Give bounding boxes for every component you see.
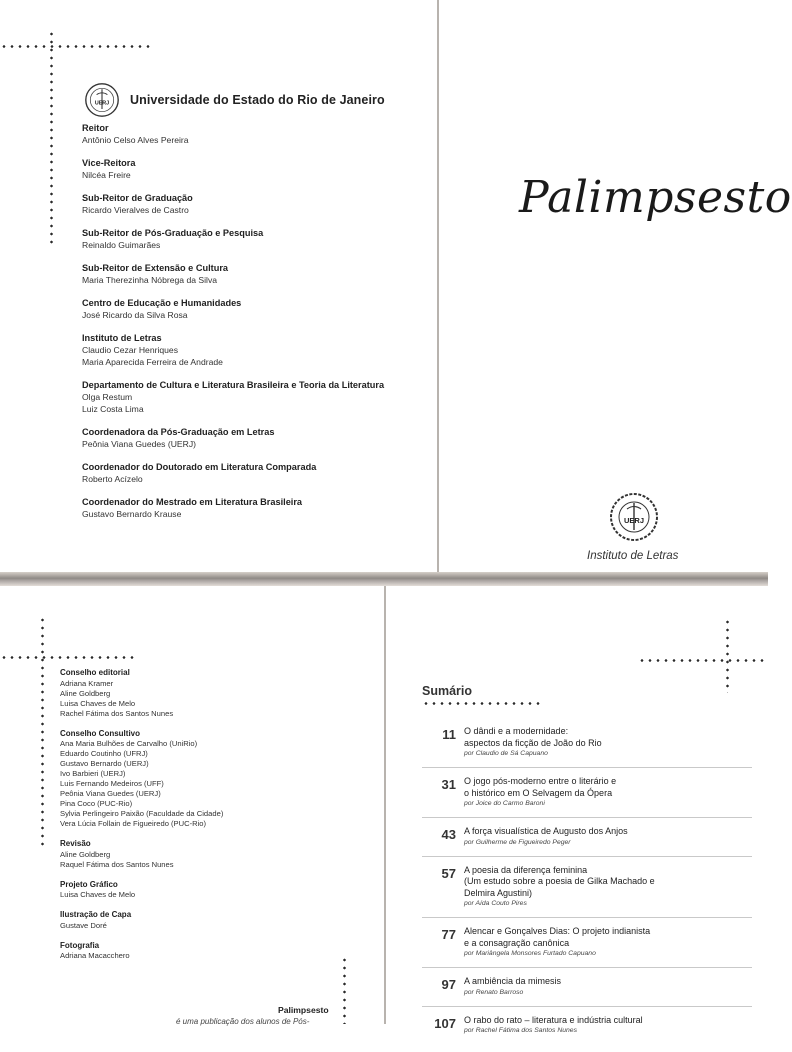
toc-entry-title: A poesia da diferença feminina	[464, 864, 588, 875]
toc-title-dotted-underline	[422, 702, 540, 705]
staff-name: Claudio Cezar Henriques	[82, 345, 179, 355]
toc-page-number: 57	[441, 865, 456, 881]
staff-role: Coordenadora da Pós-Graduação em Letras	[82, 427, 275, 437]
toc-entry-title: A força visualística de Augusto dos Anjos	[464, 826, 628, 836]
university-name: Universidade do Estado do Rio de Janeiro	[130, 93, 385, 107]
credit-name: Luisa Chaves de Melo	[60, 890, 136, 899]
credit-block	[60, 729, 360, 830]
credit-title: Revisão	[60, 839, 91, 848]
university-staff-page	[0, 0, 437, 572]
toc-page-number: 77	[441, 927, 456, 942]
dotted-rule-horizontal	[0, 45, 152, 48]
staff-entry	[82, 157, 422, 181]
toc-entry-author: por Claudio de Sá Capuano	[464, 750, 548, 757]
staff-entry	[82, 379, 422, 415]
credit-name: Raquel Fátima dos Santos Nunes	[60, 859, 174, 869]
staff-entry	[82, 496, 422, 520]
staff-role: Centro de Educação e Humanidades	[82, 298, 242, 308]
staff-role: Sub-Reitor de Pós-Graduação e Pesquisa	[82, 228, 264, 238]
publication-text: é uma publicação dos alunos de Pós-	[176, 1017, 310, 1026]
credit-name: Peônia Viana Guedes (UERJ)	[60, 789, 161, 798]
credit-name: Pina Coco (PUC-Rio)	[60, 799, 133, 808]
toc-entry-title: (Um estudo sobre a poesia de Gilka Machado e	[464, 876, 655, 886]
toc-entry-author: por Guilherme de Figueiredo Peger	[464, 838, 571, 846]
staff-entry	[82, 332, 422, 368]
credit-name: Ana Maria Bulhões de Carvalho (UniRio)	[60, 739, 198, 748]
toc-entry	[422, 826, 752, 857]
credit-title: Ilustração de Capa	[60, 910, 132, 919]
staff-entry	[82, 461, 422, 485]
staff-name: Nilcéa Freire	[82, 170, 131, 180]
credit-name: Eduardo Coutinho (UFRJ)	[60, 749, 148, 758]
credit-title: Fotografia	[60, 940, 100, 950]
dotted-rule-horizontal	[0, 656, 135, 659]
credit-name: Luis Fernando Medeiros (UFF)	[60, 779, 164, 788]
toc-entry-title: Delmira Agustini)	[464, 887, 533, 898]
dotted-rule-vertical	[50, 30, 53, 245]
staff-name: Antônio Celso Alves Pereira	[82, 135, 189, 145]
staff-name: Reinaldo Guimarães	[82, 240, 161, 250]
toc-entry-body	[464, 1015, 752, 1037]
staff-name: Peônia Viana Guedes (UERJ)	[82, 439, 197, 449]
toc-page-number: 43	[441, 827, 456, 842]
svg-text:UERJ: UERJ	[623, 516, 645, 525]
credit-name: Sylvia Perlingeiro Paixão (Faculdade da Cidade)	[60, 809, 224, 818]
staff-role: Departamento de Cultura e Literatura Brasileira e Teoria da Literatura	[82, 380, 385, 390]
staff-role: Instituto de Letras	[82, 333, 162, 343]
toc-entry-title: O dândi e a modernidade:	[464, 726, 569, 736]
toc-entry-body	[464, 726, 752, 759]
staff-role: Reitor	[82, 123, 109, 133]
toc-entry-body	[464, 776, 752, 809]
journal-logo-title: Palimpsesto	[519, 172, 792, 223]
table-of-contents-page	[386, 586, 768, 1034]
credits-list	[60, 668, 360, 971]
toc-entry	[422, 926, 752, 968]
toc-title: Sumário	[422, 684, 473, 698]
credit-name: Vera Lúcia Follain de Figueiredo (PUC-Rio)	[60, 819, 207, 828]
staff-role: Sub-Reitor de Extensão e Cultura	[82, 263, 229, 273]
toc-entry-body	[464, 926, 752, 959]
toc-entry-title: o histórico em O Selvagem da Ópera	[464, 787, 613, 798]
toc-entry-author: por Aída Couto Pires	[464, 900, 527, 907]
toc-entry-title: O rabo do rato – literatura e indústria cultural	[464, 1014, 643, 1025]
staff-list	[82, 122, 422, 531]
credit-title: Conselho Consultivo	[60, 728, 140, 738]
toc-entry-title: A ambiência da mimesis	[464, 976, 562, 986]
toc-entry	[422, 1015, 752, 1045]
staff-entry	[82, 262, 422, 286]
staff-entry	[82, 297, 422, 321]
staff-name: José Ricardo da Silva Rosa	[82, 310, 188, 320]
toc-entry-title: Alencar e Gonçalves Dias: O projeto indianista	[464, 926, 651, 936]
credit-block	[60, 941, 360, 962]
toc-entry	[422, 726, 752, 768]
institute-seal-icon	[609, 492, 659, 542]
publication-label: Palimpsesto	[278, 1005, 329, 1015]
credit-name: Ivo Barbieri (UERJ)	[60, 769, 126, 778]
institute-name: Instituto de Letras	[587, 550, 679, 562]
dotted-rule-vertical	[726, 618, 729, 693]
staff-role: Coordenador do Mestrado em Literatura Brasileira	[82, 497, 303, 507]
toc-entry-title: e a consagração canônica	[464, 937, 570, 948]
toc-entry	[422, 976, 752, 1007]
dotted-rule-vertical	[41, 616, 44, 846]
staff-name: Maria Aparecida Ferreira de Andrade	[82, 357, 223, 367]
staff-role: Sub-Reitor de Graduação	[82, 193, 193, 203]
toc-entry-body	[464, 976, 752, 998]
staff-name: Maria Therezinha Nóbrega da Silva	[82, 275, 218, 285]
staff-name: Olga Restum	[82, 392, 133, 402]
svg-text:UERJ: UERJ	[94, 100, 110, 107]
staff-entry	[82, 227, 422, 251]
credit-name: Luisa Chaves de Melo	[60, 698, 136, 708]
toc-entry-author: por Renato Barroso	[464, 988, 524, 996]
staff-name: Ricardo Vieralves de Castro	[82, 205, 189, 215]
credit-block	[60, 668, 360, 719]
credit-name: Gustavo Bernardo (UERJ)	[60, 759, 149, 768]
toc-page-number: 97	[441, 977, 456, 992]
toc-page-number: 11	[442, 727, 456, 742]
staff-role: Vice-Reitora	[82, 158, 136, 168]
staff-name: Luiz Costa Lima	[82, 404, 144, 414]
toc-entry-title: aspectos da ficção de João do Rio	[464, 737, 602, 748]
university-header	[84, 82, 385, 118]
editorial-credits-page	[0, 586, 384, 1024]
credit-block	[60, 910, 360, 931]
journal-title-page	[439, 0, 792, 572]
credit-name: Rachel Fátima dos Santos Nunes	[60, 708, 174, 718]
toc-entry	[422, 776, 752, 818]
staff-name: Roberto Acízelo	[82, 474, 143, 484]
credit-block	[60, 839, 360, 870]
credit-name: Adriana Macacchero	[60, 951, 130, 960]
page-divider-band	[0, 572, 768, 586]
dotted-rule-horizontal	[638, 659, 766, 662]
toc-entry-body	[464, 826, 752, 848]
toc-page-number: 31	[441, 777, 456, 792]
toc-entry-body	[464, 865, 752, 910]
staff-entry	[82, 426, 422, 450]
toc-entry-title: O jogo pós-moderno entre o literário e	[464, 776, 617, 786]
staff-entry	[82, 122, 422, 146]
credit-title: Projeto Gráfico	[60, 879, 118, 889]
toc-list	[422, 726, 752, 1052]
credit-name: Aline Goldberg	[60, 688, 111, 698]
credit-name: Adriana Kramer	[60, 678, 114, 688]
toc-entry	[422, 865, 752, 919]
uerj-seal-icon	[84, 82, 120, 118]
page-spine	[437, 0, 439, 572]
toc-entry-author: por Mariângela Monsores Furtado Capuano	[464, 950, 596, 957]
staff-role: Coordenador do Doutorado em Literatura Comparada	[82, 462, 317, 472]
toc-page-number: 107	[434, 1015, 456, 1031]
credit-title: Conselho editorial	[60, 668, 130, 677]
credit-name: Gustave Doré	[60, 920, 107, 930]
credit-name: Aline Goldberg	[60, 849, 111, 859]
staff-entry	[82, 192, 422, 216]
staff-name: Gustavo Bernardo Krause	[82, 509, 182, 519]
credit-block	[60, 880, 360, 901]
toc-entry-author: por Joice do Carmo Baroni	[464, 800, 545, 807]
toc-entry-author: por Rachel Fátima dos Santos Nunes	[464, 1027, 577, 1034]
